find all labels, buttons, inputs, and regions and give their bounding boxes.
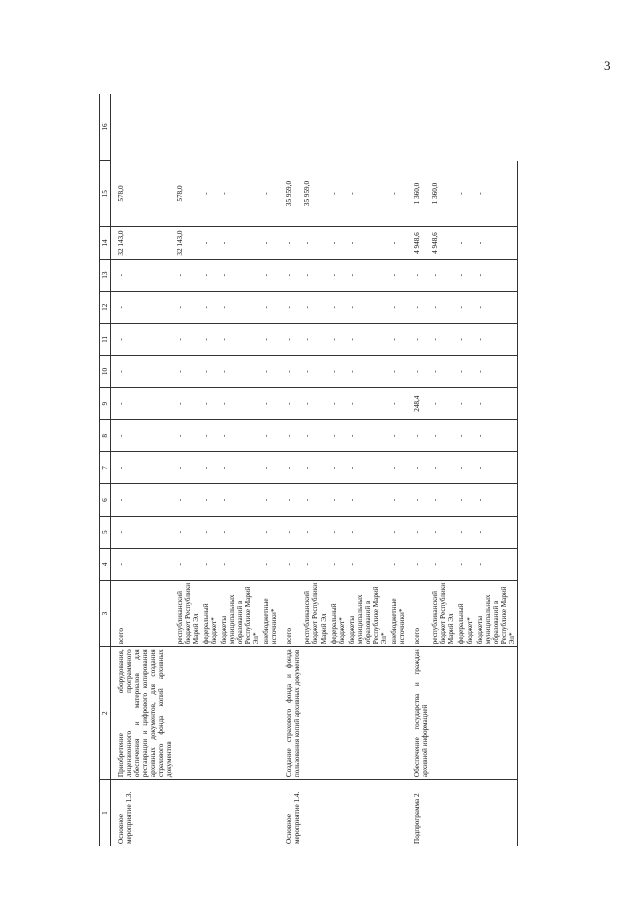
value-cell: - (389, 259, 407, 291)
value-cell: - (347, 227, 389, 259)
value-cell: - (329, 259, 347, 291)
program-code-cell (329, 780, 347, 846)
value-cell: - (475, 420, 518, 452)
value-cell: - (475, 548, 518, 580)
value-cell: - (329, 355, 347, 387)
value-cell: - (430, 388, 456, 420)
table-row (475, 94, 518, 846)
column-header: 5 (100, 516, 111, 548)
value-cell: - (279, 291, 302, 323)
page-number: 3 (604, 58, 611, 73)
value-cell: - (329, 420, 347, 452)
value-cell: - (219, 259, 261, 291)
value-cell: - (407, 420, 430, 452)
value-cell: - (261, 355, 279, 387)
value-cell: - (389, 227, 407, 259)
funding-source-cell: республиканский бюджет Республики Марий Эл (302, 580, 328, 646)
value-cell: - (456, 388, 474, 420)
table-row (456, 94, 474, 846)
value-cell: - (111, 388, 175, 420)
value-cell: - (347, 548, 389, 580)
value-cell: - (302, 291, 328, 323)
column-header: 6 (100, 484, 111, 516)
value-cell: - (456, 259, 474, 291)
value-cell: - (347, 516, 389, 548)
value-cell: - (175, 548, 201, 580)
value-cell: - (219, 227, 261, 259)
value-cell: - (475, 355, 518, 387)
value-cell: - (475, 161, 518, 227)
value-cell: - (456, 355, 474, 387)
value-cell: - (219, 355, 261, 387)
value-cell: - (407, 516, 430, 548)
value-cell: - (302, 420, 328, 452)
value-cell: 578,0 (111, 161, 175, 227)
value-cell: - (201, 259, 219, 291)
value-cell: - (261, 161, 279, 227)
value-cell: - (430, 516, 456, 548)
program-name-cell (302, 647, 328, 780)
table-body (111, 94, 518, 846)
program-code-cell: Подпрограмма 2 (413, 793, 422, 844)
value-cell: - (389, 516, 407, 548)
value-cell: - (302, 227, 328, 259)
program-name-cell (219, 647, 261, 780)
rotated-table-container (99, 94, 575, 846)
value-cell: - (456, 548, 474, 580)
table-row (302, 94, 328, 846)
value-cell: - (219, 323, 261, 355)
value-cell: - (475, 516, 518, 548)
value-cell: 1 360,0 (430, 161, 456, 227)
value-cell: 578,0 (175, 161, 201, 227)
program-name-cell (475, 647, 518, 780)
value-cell: - (219, 484, 261, 516)
table-row (111, 94, 175, 846)
table-header-row (100, 94, 111, 846)
value-cell: 248,4 (407, 388, 430, 420)
value-cell: - (407, 548, 430, 580)
value-cell: - (475, 291, 518, 323)
value-cell: - (430, 323, 456, 355)
value-cell: - (279, 516, 302, 548)
value-cell: - (430, 291, 456, 323)
value-cell: - (456, 420, 474, 452)
value-cell: - (111, 548, 175, 580)
value-cell: - (329, 484, 347, 516)
value-cell: - (261, 484, 279, 516)
value-cell: - (389, 452, 407, 484)
value-cell: - (201, 452, 219, 484)
program-code-cell (347, 780, 389, 846)
value-cell: - (347, 323, 389, 355)
value-cell: - (219, 291, 261, 323)
program-code-cell: Основное мероприятие 1.3. (117, 791, 134, 844)
value-cell: 4 948,6 (407, 227, 430, 259)
value-cell: - (201, 355, 219, 387)
value-cell: - (347, 291, 389, 323)
value-cell: - (302, 259, 328, 291)
value-cell: - (261, 323, 279, 355)
value-cell: - (261, 516, 279, 548)
value-cell: 32 143,0 (175, 227, 201, 259)
value-cell: - (329, 516, 347, 548)
value-cell: - (201, 323, 219, 355)
value-cell: - (175, 259, 201, 291)
value-cell: - (279, 420, 302, 452)
table-row (329, 94, 347, 846)
program-name-cell (389, 647, 407, 780)
funding-source-cell: всего (111, 580, 175, 646)
value-cell: - (329, 323, 347, 355)
value-cell: - (261, 548, 279, 580)
column-header: 9 (100, 388, 111, 420)
value-cell: - (175, 355, 201, 387)
table-row (201, 94, 219, 846)
funding-source-cell: федеральный бюджет* (329, 580, 347, 646)
program-name-cell: Создание страхового фонда и фонда пользования копий архивных документов (279, 647, 302, 780)
program-code-cell (456, 780, 474, 846)
table-row (175, 94, 201, 846)
value-cell: - (329, 291, 347, 323)
value-cell: - (279, 388, 302, 420)
program-name-cell: Обеспечение государства и граждан архивной информацией (407, 647, 430, 780)
value-cell: - (475, 259, 518, 291)
value-cell: - (389, 548, 407, 580)
column-header: 8 (100, 420, 111, 452)
program-code-cell (201, 780, 219, 846)
value-cell: - (219, 516, 261, 548)
value-cell: - (279, 452, 302, 484)
value-cell: - (201, 548, 219, 580)
program-code-cell (219, 780, 261, 846)
program-code-cell (261, 780, 279, 846)
program-name-cell: Приобретение оборудования, лицензионного программного обеспечения и материалов для реставрации и цифрового копирования архивных документов, для создания страхового фонда копий архивных документов (111, 647, 175, 780)
funding-source-cell: всего (279, 580, 302, 646)
value-cell: - (111, 484, 175, 516)
value-cell: - (111, 516, 175, 548)
value-cell: - (475, 388, 518, 420)
funding-source-cell: бюджеты муниципальных образований в Республике Марий Эл* (475, 580, 518, 646)
value-cell: - (175, 484, 201, 516)
value-cell: - (430, 452, 456, 484)
value-cell: - (389, 323, 407, 355)
value-cell: - (407, 355, 430, 387)
value-cell: - (347, 355, 389, 387)
table-row (407, 94, 430, 846)
funding-source-cell: внебюджетные источники* (389, 580, 407, 646)
program-code-cell (430, 780, 456, 846)
value-cell: - (407, 323, 430, 355)
column-header: 1 (100, 780, 111, 846)
value-cell: - (347, 420, 389, 452)
value-cell: - (347, 388, 389, 420)
value-cell: - (329, 452, 347, 484)
value-cell: 1 360,0 (407, 161, 430, 227)
value-cell: - (456, 484, 474, 516)
value-cell: - (347, 484, 389, 516)
value-cell: - (347, 452, 389, 484)
column-header: 15 (100, 161, 111, 227)
value-cell: - (302, 452, 328, 484)
value-cell: - (456, 323, 474, 355)
program-code-cell (302, 780, 328, 846)
value-cell: - (261, 227, 279, 259)
value-cell: - (302, 355, 328, 387)
value-cell: - (407, 291, 430, 323)
column-header: 12 (100, 291, 111, 323)
value-cell: - (219, 420, 261, 452)
value-cell: - (329, 388, 347, 420)
value-cell: - (219, 161, 261, 227)
value-cell: - (430, 420, 456, 452)
value-cell: - (302, 323, 328, 355)
value-cell: 35 959,0 (279, 161, 302, 227)
value-cell: - (219, 452, 261, 484)
value-cell: - (279, 323, 302, 355)
value-cell: - (261, 291, 279, 323)
column-header: 16 (100, 94, 111, 161)
table-row (261, 94, 279, 846)
funding-source-cell: внебюджетные источники* (261, 580, 279, 646)
value-cell: - (175, 516, 201, 548)
value-cell: - (261, 388, 279, 420)
table-row (389, 94, 407, 846)
funding-source-cell: республиканский бюджет Республики Марий Эл (430, 580, 456, 646)
column-header: 13 (100, 259, 111, 291)
program-name-cell (261, 647, 279, 780)
value-cell: - (347, 259, 389, 291)
funding-source-cell: федеральный бюджет* (201, 580, 219, 646)
value-cell: - (279, 484, 302, 516)
value-cell: - (329, 548, 347, 580)
value-cell: - (456, 227, 474, 259)
value-cell: - (329, 227, 347, 259)
value-cell: - (279, 227, 302, 259)
budget-table (99, 94, 518, 846)
value-cell: - (456, 291, 474, 323)
value-cell: - (175, 452, 201, 484)
column-header: 7 (100, 452, 111, 484)
program-name-cell (430, 647, 456, 780)
column-header: 2 (100, 647, 111, 780)
value-cell: - (329, 161, 347, 227)
funding-source-cell: бюджеты муниципальных образований в Республике Марий Эл* (219, 580, 261, 646)
funding-source-cell: бюджеты муниципальных образований в Республике Марий Эл* (347, 580, 389, 646)
value-cell: - (201, 161, 219, 227)
program-code-cell (389, 780, 407, 846)
program-code-cell (175, 780, 201, 846)
value-cell: - (201, 291, 219, 323)
table-row (347, 94, 389, 846)
value-cell: - (111, 355, 175, 387)
program-name-cell (456, 647, 474, 780)
value-cell: - (347, 161, 389, 227)
funding-source-cell: республиканский бюджет Республики Марий Эл (175, 580, 201, 646)
value-cell: - (219, 548, 261, 580)
program-name-cell (347, 647, 389, 780)
value-cell: - (111, 323, 175, 355)
table-row (219, 94, 261, 846)
value-cell: - (175, 323, 201, 355)
value-cell: - (261, 452, 279, 484)
value-cell: - (111, 420, 175, 452)
column-header: 3 (100, 580, 111, 646)
value-cell: - (475, 484, 518, 516)
value-cell: - (261, 420, 279, 452)
program-name-cell (175, 647, 201, 780)
value-cell: - (430, 259, 456, 291)
value-cell: - (389, 355, 407, 387)
value-cell: - (261, 259, 279, 291)
funding-source-cell: федеральный бюджет* (456, 580, 474, 646)
funding-source-cell: всего (407, 580, 430, 646)
value-cell: - (389, 388, 407, 420)
value-cell: - (111, 452, 175, 484)
value-cell: - (456, 452, 474, 484)
value-cell: - (201, 420, 219, 452)
value-cell: 4 948,6 (430, 227, 456, 259)
value-cell: - (279, 355, 302, 387)
value-cell: - (219, 388, 261, 420)
table-row (430, 94, 456, 846)
value-cell: - (389, 484, 407, 516)
value-cell: - (407, 452, 430, 484)
value-cell: - (302, 516, 328, 548)
value-cell: - (302, 484, 328, 516)
program-code-cell (475, 780, 518, 846)
value-cell: - (475, 227, 518, 259)
value-cell: - (201, 388, 219, 420)
value-cell: - (201, 227, 219, 259)
value-cell: - (279, 548, 302, 580)
value-cell: - (475, 323, 518, 355)
program-code-cell: Основное мероприятие 1.4. (285, 791, 302, 844)
value-cell: - (456, 516, 474, 548)
value-cell: - (201, 484, 219, 516)
value-cell: - (430, 355, 456, 387)
value-cell: - (302, 548, 328, 580)
value-cell: - (430, 484, 456, 516)
value-cell: - (175, 420, 201, 452)
column-header: 10 (100, 355, 111, 387)
column-header: 4 (100, 548, 111, 580)
value-cell: - (175, 388, 201, 420)
value-cell: - (456, 161, 474, 227)
program-name-cell (201, 647, 219, 780)
value-cell: - (407, 259, 430, 291)
value-cell: - (175, 291, 201, 323)
value-cell: - (430, 548, 456, 580)
value-cell: - (201, 516, 219, 548)
value-cell: - (302, 388, 328, 420)
value-cell: - (279, 259, 302, 291)
value-cell: - (389, 161, 407, 227)
program-name-cell (329, 647, 347, 780)
value-cell: - (407, 484, 430, 516)
value-cell: 35 959,0 (302, 161, 328, 227)
value-cell: - (389, 420, 407, 452)
value-cell: - (389, 291, 407, 323)
value-cell: - (111, 259, 175, 291)
value-cell: - (111, 291, 175, 323)
column-header: 11 (100, 323, 111, 355)
value-cell: - (475, 452, 518, 484)
column-header: 14 (100, 227, 111, 259)
value-cell: 32 143,0 (111, 227, 175, 259)
table-row (279, 94, 302, 846)
